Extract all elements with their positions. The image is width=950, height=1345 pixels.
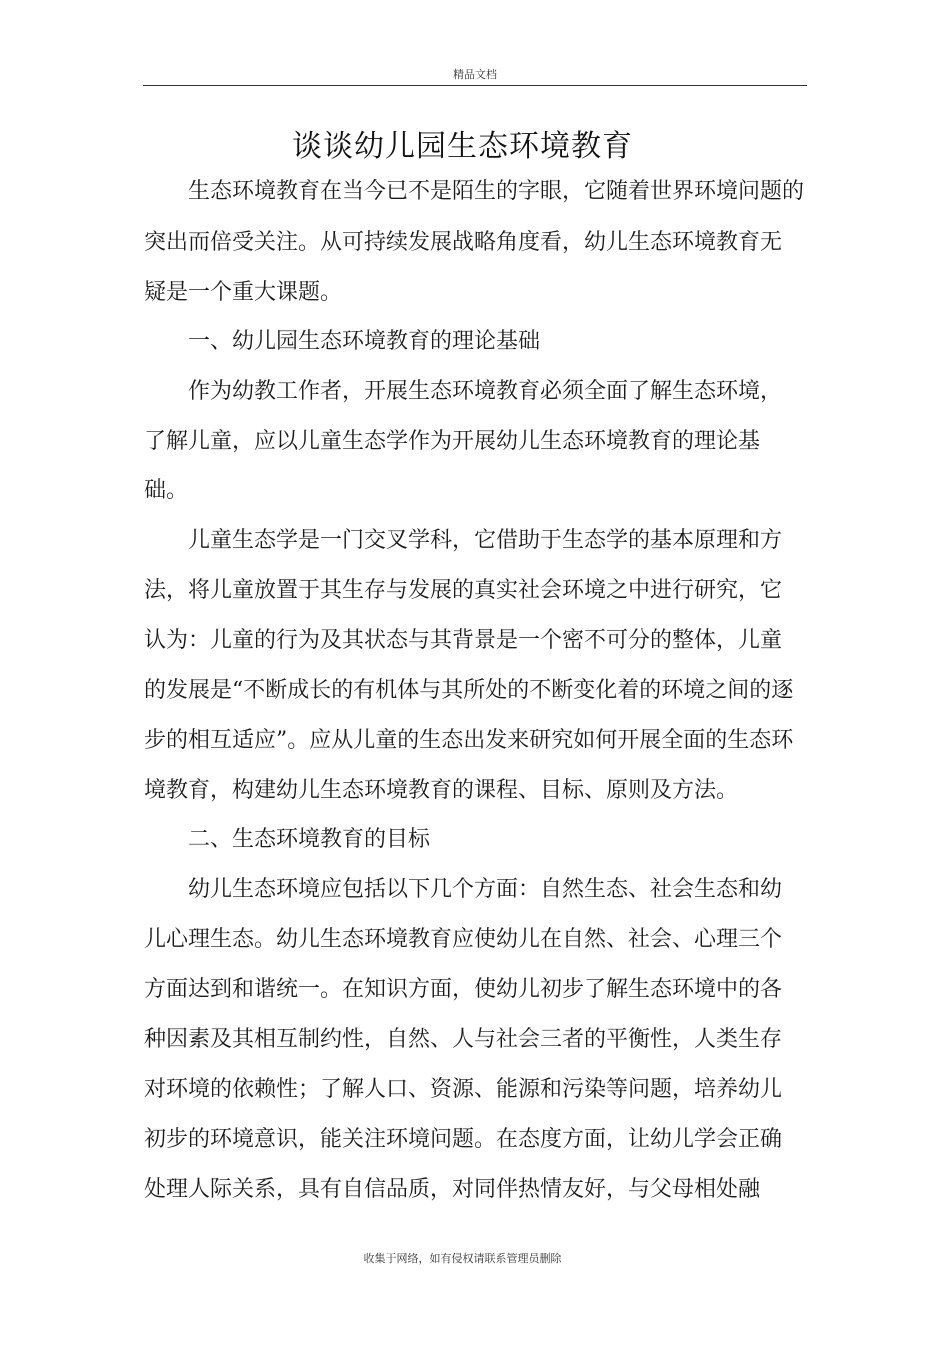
section-heading: 二、生态环境教育的目标 bbox=[188, 827, 431, 852]
body-line: 幼儿生态环境应包括以下几个方面：自然生态、社会生态和幼 bbox=[188, 877, 783, 902]
body-line: 了解儿童，应以儿童生态学作为开展幼儿生态环境教育的理论基 bbox=[144, 429, 761, 454]
body-line: 对环境的依赖性；了解人口、资源、能源和污染等问题，培养幼儿 bbox=[144, 1077, 783, 1102]
body-line: 儿童生态学是一门交叉学科，它借助于生态学的基本原理和方 bbox=[188, 528, 783, 553]
header-divider bbox=[143, 85, 807, 86]
body-line: 步的相互适应”。应从儿童的生态出发来研究如何开展全面的生态环 bbox=[144, 728, 794, 753]
body-line: 法，将儿童放置于其生存与发展的真实社会环境之中进行研究，它 bbox=[144, 578, 783, 603]
page-header-label: 精品文档 bbox=[453, 68, 497, 81]
body-line: 的发展是“不断成长的有机体与其所处的不断变化着的环境之间的逐 bbox=[144, 678, 794, 703]
body-line: 种因素及其相互制约性，自然、人与社会三者的平衡性，人类生存 bbox=[144, 1027, 783, 1052]
body-line: 作为幼教工作者，开展生态环境教育必须全面了解生态环境， bbox=[188, 379, 783, 404]
body-line: 生态环境教育在当今已不是陌生的字眼，它随着世界环境问题的 bbox=[188, 179, 805, 204]
body-line: 认为：儿童的行为及其状态与其背景是一个密不可分的整体，儿童 bbox=[144, 628, 783, 653]
body-line: 儿心理生态。幼儿生态环境教育应使幼儿在自然、社会、心理三个 bbox=[144, 927, 783, 952]
body-line: 础。 bbox=[144, 478, 189, 503]
body-line: 初步的环境意识，能关注环境问题。在态度方面，让幼儿学会正确 bbox=[144, 1127, 783, 1152]
section-heading: 一、幼儿园生态环境教育的理论基础 bbox=[188, 329, 541, 354]
body-line: 突出而倍受关注。从可持续发展战略角度看，幼儿生态环境教育无 bbox=[144, 230, 783, 255]
page-footer-label: 收集于网络，如有侵权请联系管理员删除 bbox=[363, 1252, 562, 1265]
body-line: 处理人际关系，具有自信品质，对同伴热情友好，与父母相处融 bbox=[144, 1177, 761, 1202]
document-title: 谈谈幼儿园生态环境教育 bbox=[292, 129, 633, 164]
body-line: 境教育，构建幼儿生态环境教育的课程、目标、原则及方法。 bbox=[144, 778, 739, 803]
body-line: 方面达到和谐统一。在知识方面，使幼儿初步了解生态环境中的各 bbox=[144, 977, 783, 1002]
body-line: 疑是一个重大课题。 bbox=[144, 280, 343, 305]
